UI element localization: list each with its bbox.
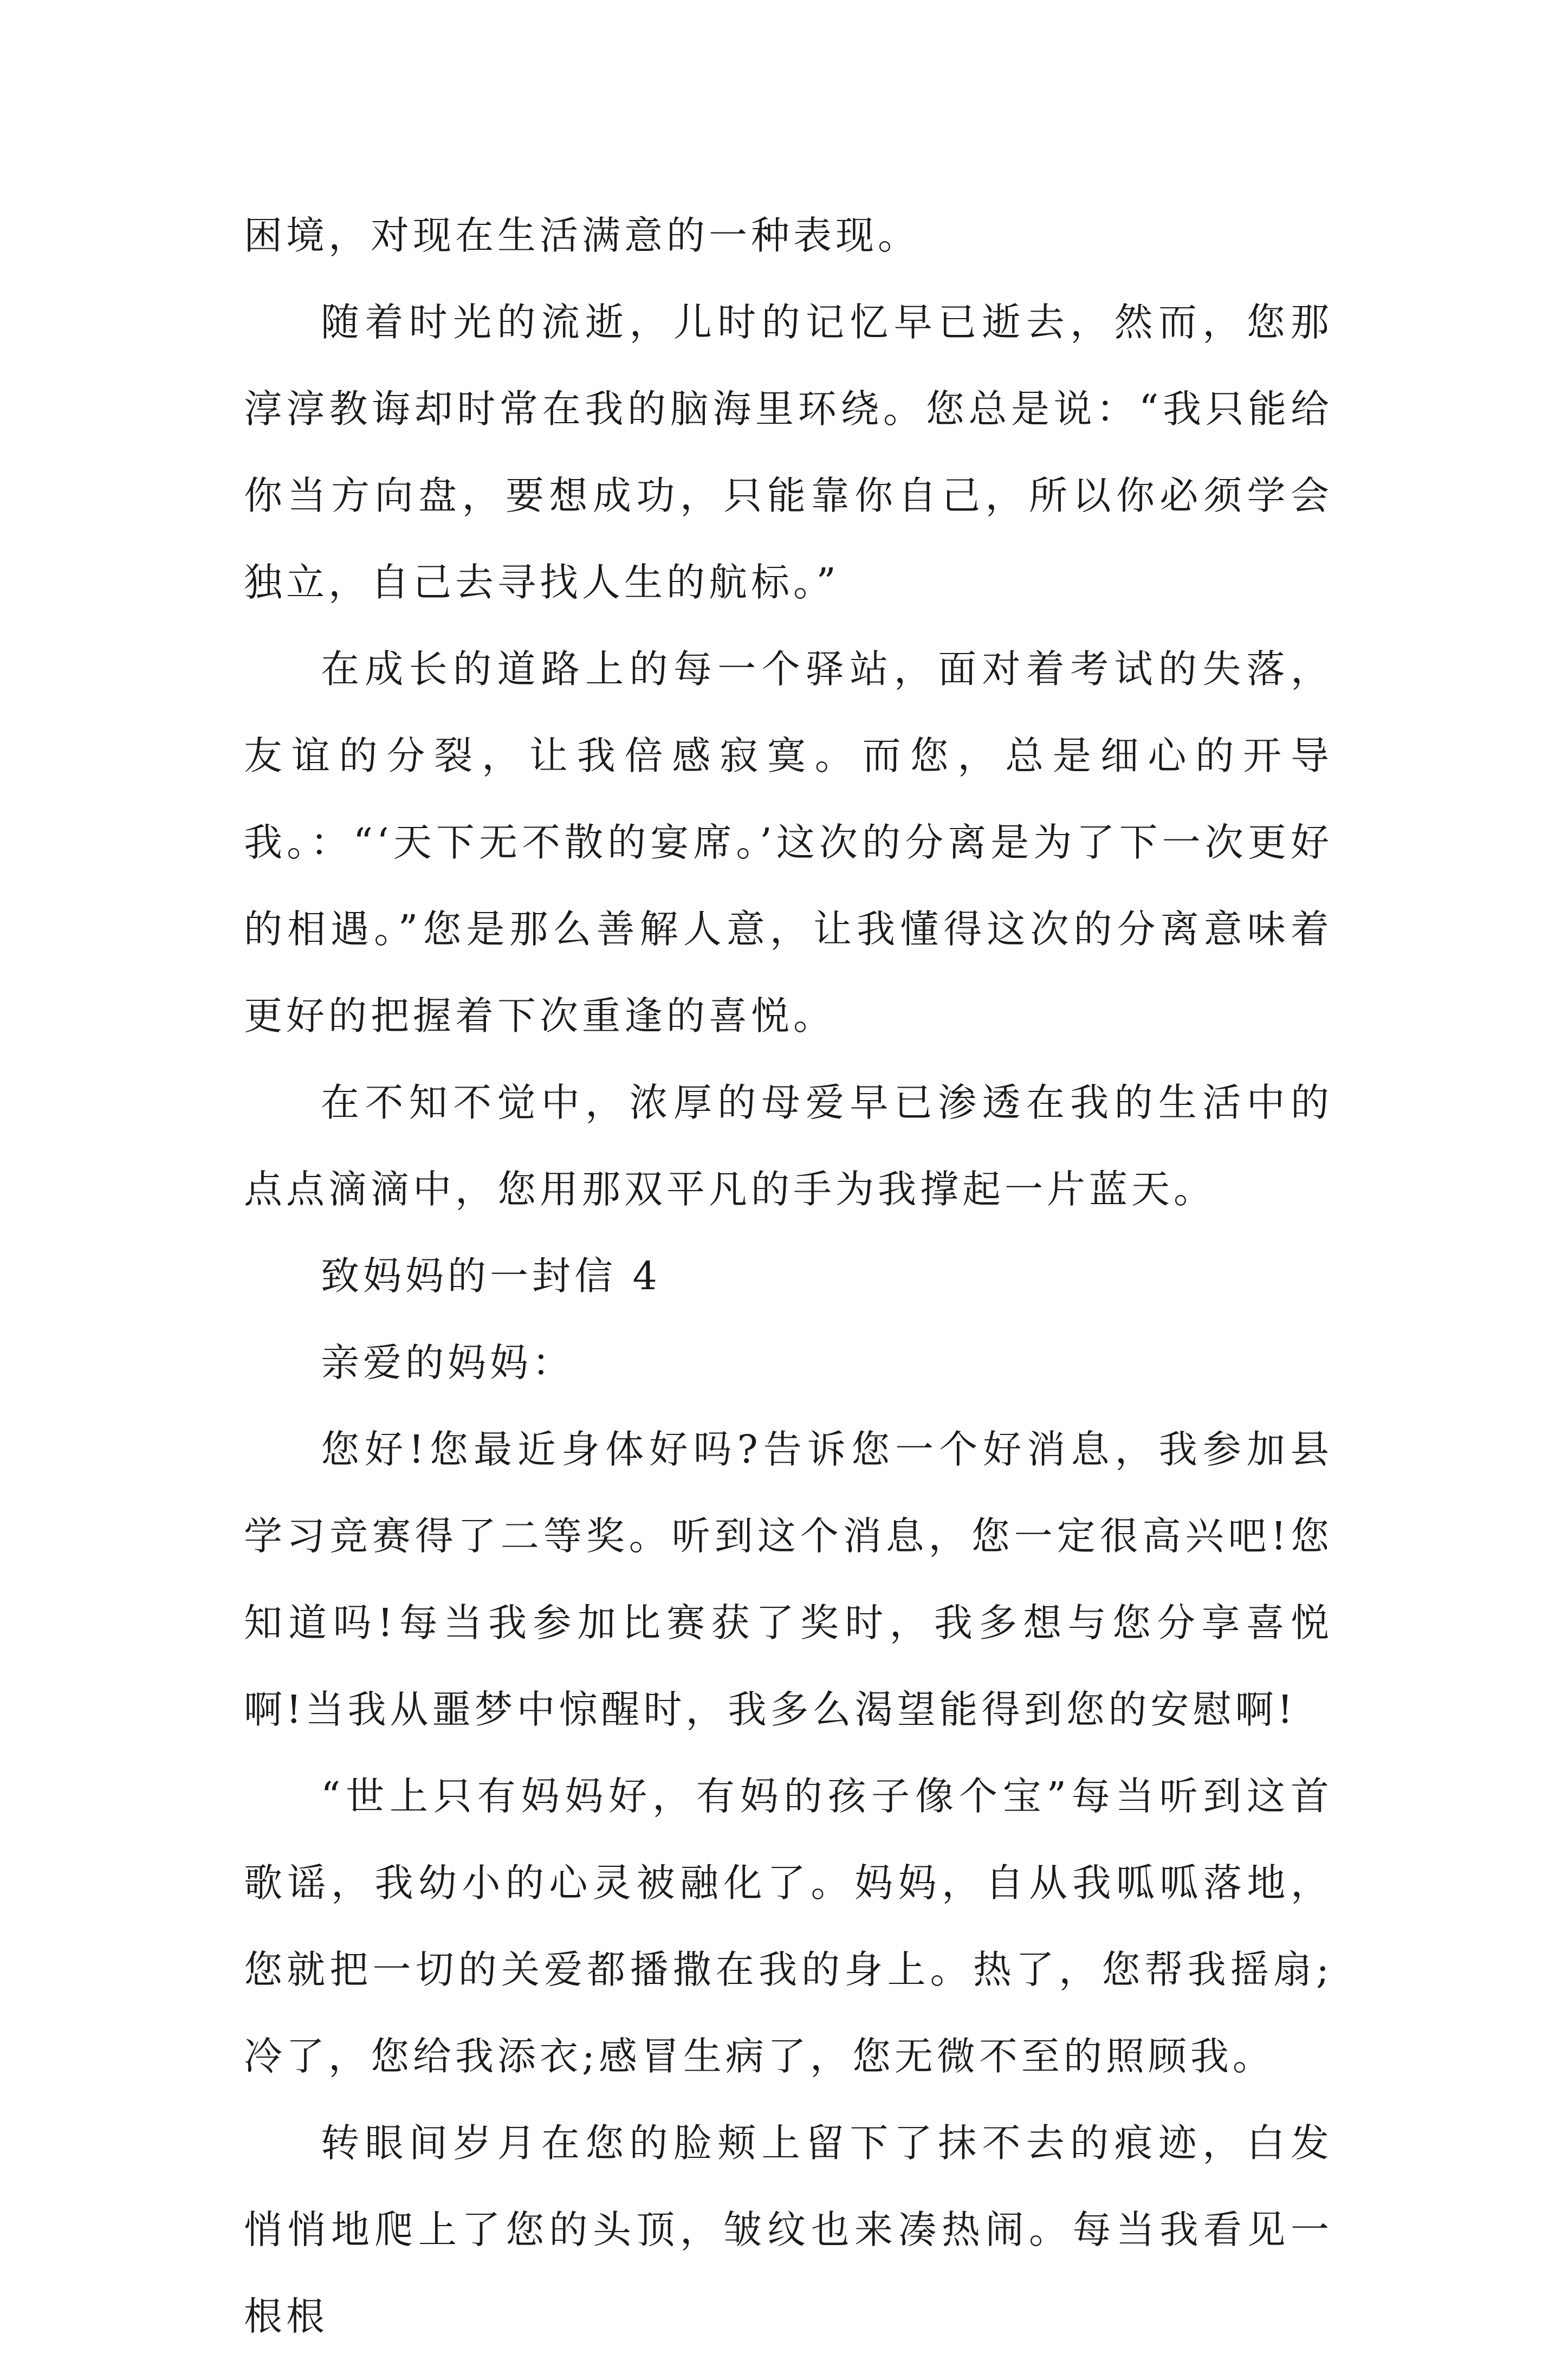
document-body	[244, 192, 1333, 2360]
letter-heading: 致妈妈的一封信 4	[321, 1253, 661, 1298]
paragraph: 您好!您最近身体好吗?告诉您一个好消息，我参加县学习竞赛得了二等奖。听到这个消息，您一定很高兴吧!您知道吗!每当我参加比赛获了奖时，我多想与您分享喜悦啊!当我从噩梦中惊醒时，我多么渴望能得到您的安慰啊!	[244, 1427, 1333, 1732]
paragraph: 转眼间岁月在您的脸颊上留下了抹不去的痕迹，白发悄悄地爬上了您的头顶，皱纹也来凑热闹。每当我看见一根根	[244, 2120, 1333, 2339]
paragraph: 随着时光的流逝，儿时的记忆早已逝去，然而，您那淳淳教诲却时常在我的脑海里环绕。您总是说：“我只能给你当方向盘，要想成功，只能靠你自己，所以你必须学会独立，自己去寻找人生的航标。”	[244, 300, 1333, 605]
paragraph: 在成长的道路上的每一个驿站，面对着考试的失落，友谊的分裂，让我倍感寂寞。而您，总是细心的开导我。：“‘天下无不散的宴席。’这次的分离是为了下一次更好的相遇。”您是那么善解人意，让我懂得这次的分离意味着更好的把握着下次重逢的喜悦。	[244, 646, 1333, 1038]
paragraph: 在不知不觉中，浓厚的母爱早已渗透在我的生活中的点点滴滴中，您用那双平凡的手为我撑起一片蓝天。	[244, 1080, 1333, 1212]
paragraph: “世上只有妈妈好，有妈的孩子像个宝”每当听到这首歌谣，我幼小的心灵被融化了。妈妈，自从我呱呱落地，您就把一切的关爱都播撒在我的身上。热了，您帮我摇扇;冷了，您给我添衣;感冒生病了，您无微不至的照顾我。	[244, 1774, 1333, 2079]
letter-salutation: 亲爱的妈妈：	[321, 1340, 575, 1385]
paragraph-continuation: 困境，对现在生活满意的一种表现。	[244, 213, 921, 258]
